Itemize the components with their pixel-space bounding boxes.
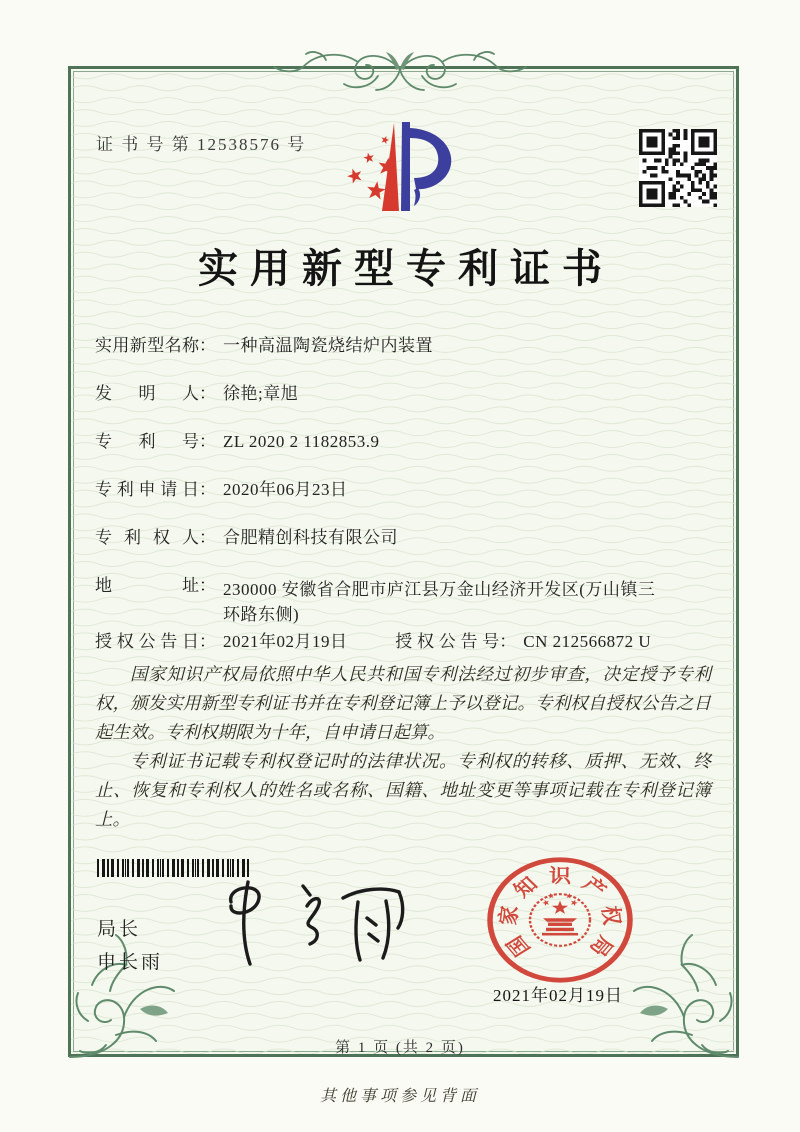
field-address (95, 577, 715, 627)
field-value: 2020年06月23日 (223, 480, 348, 499)
field-label: 地址 (95, 576, 199, 595)
seal-char: 产 (577, 873, 610, 902)
field-grant-date (95, 633, 391, 651)
legal-statement (95, 660, 711, 834)
field-value: 徐艳;章旭 (223, 384, 299, 403)
legal-paragraph-1: 国家知识产权局依照中华人民共和国专利法经过初步审查，决定授予专利权，颁发实用新型专利证书并在专利登记簿上予以登记。专利权自授权公告之日起生效。专利权期限为十年，自申请日起算。 (95, 664, 711, 742)
seal-national-emblem (530, 892, 590, 945)
colon: ： (199, 336, 216, 355)
seal-char: 知 (510, 873, 543, 902)
field-value: ZL 2020 2 1182853.9 (223, 432, 380, 451)
colon: ： (199, 632, 216, 651)
field-grant-date-and-number (95, 633, 715, 651)
field-value: 合肥精创科技有限公司 (223, 528, 398, 547)
field-filing-date (95, 481, 715, 499)
field-patent-number (95, 433, 715, 451)
logo-blue-p (401, 122, 451, 211)
document-title: 实用新型专利证书 (198, 246, 614, 291)
seal-date: 2021年02月19日 (493, 986, 623, 1005)
colon: ： (199, 384, 216, 403)
top-center-floral-ornament (270, 40, 530, 98)
field-label: 授权公告日 (95, 632, 199, 651)
director-name: 申长雨 (97, 952, 164, 973)
director-handwritten-signature (215, 866, 420, 981)
field-value (223, 577, 683, 627)
seal-char: 局 (584, 931, 617, 960)
seal-char: 家 (496, 905, 523, 926)
field-inventor (95, 385, 715, 403)
seal-char: 权 (597, 905, 624, 926)
seal-char: 国 (503, 931, 536, 960)
colon: ： (199, 480, 216, 499)
back-side-note: 其他事项参见背面 (319, 1088, 480, 1105)
colon: ： (199, 432, 216, 451)
director-title: 局长 (97, 919, 142, 940)
page-number: 第 1 页 (共 2 页) (335, 1040, 465, 1056)
field-utility-model-name (95, 337, 715, 355)
colon: ： (199, 576, 216, 595)
colon: ： (199, 528, 216, 547)
field-value: 2021年02月19日 (223, 632, 348, 651)
field-label: 授权公告号 (395, 632, 500, 651)
address-line-2: 环路东侧) (223, 605, 300, 624)
field-label: 实用新型名称 (95, 336, 199, 355)
cnipa-red-seal (472, 846, 648, 998)
field-value: CN 212566872 U (523, 632, 652, 651)
bibliographic-fields (95, 337, 715, 681)
field-patentee (95, 529, 715, 547)
qr-code (639, 129, 717, 207)
legal-paragraph-2: 专利证书记载专利权登记时的法律状况。专利权的转移、质押、无效、终止、恢复和专利权人的姓名或名称、国籍、地址变更等事项记载在专利登记簿上。 (95, 751, 711, 829)
field-label: 发明人 (95, 384, 199, 403)
address-line-1: 230000 安徽省合肥市庐江县万金山经济开发区(万山镇三 (223, 580, 656, 599)
field-grant-number (395, 632, 651, 651)
seal-char: 识 (549, 866, 571, 887)
field-label: 专利权人 (95, 528, 199, 547)
field-value: 一种高温陶瓷烧结炉内装置 (223, 336, 433, 355)
field-label: 专利申请日 (95, 480, 199, 499)
certificate-number: 证 书 号 第 12538576 号 (96, 135, 307, 154)
cnipa-logo (338, 118, 470, 220)
field-label: 专利号 (95, 432, 199, 451)
colon: ： (499, 632, 517, 651)
